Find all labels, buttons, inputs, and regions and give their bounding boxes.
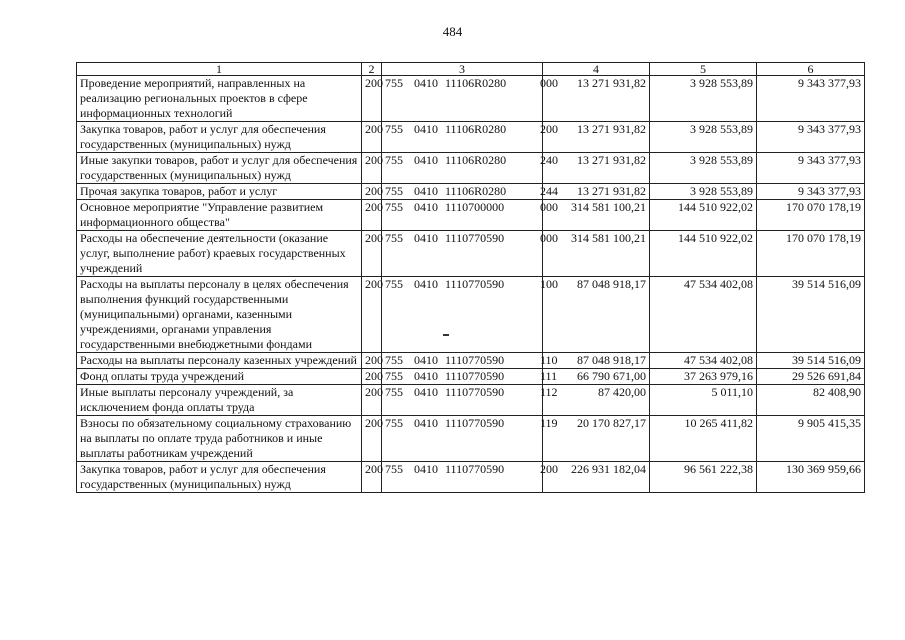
item-name-cell: Расходы на выплаты персоналу казенных учреждений [77,353,362,369]
ministry-code: 755 [385,416,403,430]
section-code-cell: 200 [362,277,382,353]
page-number: 484 [442,24,463,39]
amount-col4: 314 581 100,21 [543,231,650,277]
ministry-code: 755 [385,353,403,367]
amount-col5: 3 928 553,89 [650,76,757,122]
table-row [77,416,865,462]
target-article-code: 1110770590 [445,353,505,367]
table-row [77,122,865,153]
table-row [77,184,865,200]
section-code-cell: 200 [362,369,382,385]
section-subsection-code: 0410 [414,353,438,367]
amount-col6: 29 526 691,84 [757,369,865,385]
item-name-cell: Основное мероприятие "Управление развитием информационного общества" [77,200,362,231]
item-name-cell: Расходы на выплаты персоналу в целях обеспечения выполнения функций государственными (муниципальными) органами, казенными учреждениями, органами управления государственными внебюджетными фондами [77,277,362,353]
section-code-cell: 200 [362,76,382,122]
amount-col6: 82 408,90 [757,385,865,416]
target-article-code: 1110770590 [445,416,505,430]
section-subsection-code: 0410 [414,462,438,476]
item-name-cell: Прочая закупка товаров, работ и услуг [77,184,362,200]
amount-col6: 9 905 415,35 [757,416,865,462]
amount-col5: 47 534 402,08 [650,353,757,369]
expense-type-code: 110 [540,353,558,367]
amount-col5: 37 263 979,16 [650,369,757,385]
section-code-cell: 200 [362,122,382,153]
expense-type-code: 119 [540,416,558,430]
budget-code-cell [382,76,558,122]
amount-col4: 87 048 918,17 [543,353,650,369]
item-name-cell: Расходы на обеспечение деятельности (оказание услуг, выполнение работ) краевых государственных учреждений [77,231,362,277]
amount-col6: 130 369 959,66 [757,462,865,493]
section-subsection-code: 0410 [414,231,438,245]
amount-col6: 9 343 377,93 [757,122,865,153]
amount-col5: 5 011,10 [650,385,757,416]
ministry-code: 755 [385,153,403,167]
amount-col4: 13 271 931,82 [543,184,650,200]
amount-col4: 13 271 931,82 [543,76,650,122]
ministry-code: 755 [385,277,403,291]
ministry-code: 755 [385,462,403,476]
item-name-cell: Проведение мероприятий, направленных на реализацию региональных проектов в сфере информационных технологий [77,76,362,122]
target-article-code: 11106R0280 [445,76,507,90]
amount-col5: 144 510 922,02 [650,200,757,231]
target-article-code: 1110770590 [445,462,505,476]
table-row [77,385,865,416]
item-name-cell: Фонд оплаты труда учреждений [77,369,362,385]
amount-col6: 9 343 377,93 [757,184,865,200]
amount-col4: 314 581 100,21 [543,200,650,231]
header-cell: 1 [77,63,362,76]
item-name-cell: Иные закупки товаров, работ и услуг для обеспечения государственных (муниципальных) нужд [77,153,362,184]
budget-code-cell [382,353,558,369]
amount-col6: 39 514 516,09 [757,353,865,369]
table-row [77,76,865,122]
ministry-code: 755 [385,200,403,214]
expense-type-code: 111 [540,369,558,383]
target-article-code: 1110770590 [445,277,505,291]
ministry-code: 755 [385,385,403,399]
ministry-code: 755 [385,369,403,383]
amount-col6: 170 070 178,19 [757,231,865,277]
amount-col6: 9 343 377,93 [757,76,865,122]
table-row [77,200,865,231]
header-cell: 3 [382,63,543,76]
ministry-code: 755 [385,76,403,90]
table-row [77,369,865,385]
budget-code-cell [382,122,558,153]
section-code-cell: 200 [362,153,382,184]
amount-col4: 20 170 827,17 [543,416,650,462]
budget-code-cell [382,200,558,231]
budget-code-cell [382,369,558,385]
table-body [77,76,865,493]
target-article-code: 11106R0280 [445,122,507,136]
section-subsection-code: 0410 [414,200,438,214]
item-name-cell: Закупка товаров, работ и услуг для обеспечения государственных (муниципальных) нужд [77,462,362,493]
budget-code-cell [382,184,558,200]
budget-code-cell [382,385,558,416]
amount-col5: 96 561 222,38 [650,462,757,493]
section-code-cell: 200 [362,385,382,416]
section-subsection-code: 0410 [414,385,438,399]
amount-col4: 13 271 931,82 [543,122,650,153]
amount-col6: 170 070 178,19 [757,200,865,231]
ministry-code: 755 [385,122,403,136]
target-article-code: 1110700000 [445,200,505,214]
item-name-cell: Иные выплаты персоналу учреждений, за исключением фонда оплаты труда [77,385,362,416]
item-name-cell: Закупка товаров, работ и услуг для обеспечения государственных (муниципальных) нужд [77,122,362,153]
header-cell: 6 [757,63,865,76]
section-code-cell: 200 [362,353,382,369]
expense-type-code: 200 [540,122,558,136]
amount-col6: 39 514 516,09 [757,277,865,353]
header-cell: 4 [543,63,650,76]
table-row [77,462,865,493]
amount-col5: 3 928 553,89 [650,122,757,153]
amount-col4: 87 048 918,17 [543,277,650,353]
section-subsection-code: 0410 [414,122,438,136]
table-row [77,353,865,369]
expense-type-code: 240 [540,153,558,167]
amount-col4: 226 931 182,04 [543,462,650,493]
section-subsection-code: 0410 [414,153,438,167]
ministry-code: 755 [385,231,403,245]
amount-col5: 3 928 553,89 [650,184,757,200]
section-subsection-code: 0410 [414,369,438,383]
item-name-cell: Взносы по обязательному социальному страхованию на выплаты по оплате труда работников и иные выплаты работникам учреждений [77,416,362,462]
target-article-code: 1110770590 [445,385,505,399]
section-subsection-code: 0410 [414,416,438,430]
expense-type-code: 200 [540,462,558,476]
expense-type-code: 112 [540,385,558,399]
table-row [77,231,865,277]
budget-code-cell [382,231,558,277]
amount-col4: 87 420,00 [543,385,650,416]
target-article-code: 11106R0280 [445,153,507,167]
amount-col6: 9 343 377,93 [757,153,865,184]
header-cell: 2 [362,63,382,76]
budget-code-cell [382,153,558,184]
header-row [77,63,865,76]
section-code-cell: 200 [362,200,382,231]
section-code-cell: 200 [362,184,382,200]
amount-col5: 144 510 922,02 [650,231,757,277]
ministry-code: 755 [385,184,403,198]
budget-table [76,62,865,493]
section-subsection-code: 0410 [414,76,438,90]
expense-type-code: 244 [540,184,558,198]
section-subsection-code: 0410 [414,184,438,198]
budget-code-cell [382,277,558,353]
section-code-cell: 200 [362,231,382,277]
amount-col4: 13 271 931,82 [543,153,650,184]
expense-type-code: 100 [540,277,558,291]
table-row [77,277,865,353]
table-row [77,153,865,184]
budget-code-cell [382,416,558,462]
expense-type-code: 000 [540,200,558,214]
header-cell: 5 [650,63,757,76]
section-code-cell: 200 [362,462,382,493]
expense-type-code: 000 [540,76,558,90]
amount-col5: 47 534 402,08 [650,277,757,353]
section-subsection-code: 0410 [414,277,438,291]
target-article-code: 1110770590 [445,231,505,245]
amount-col4: 66 790 671,00 [543,369,650,385]
target-article-code: 1110770590 [445,369,505,383]
section-code-cell: 200 [362,416,382,462]
amount-col5: 3 928 553,89 [650,153,757,184]
budget-code-cell [382,462,558,493]
expense-type-code: 000 [540,231,558,245]
target-article-code: 11106R0280 [445,184,507,198]
scan-mark [443,334,449,336]
amount-col5: 10 265 411,82 [650,416,757,462]
